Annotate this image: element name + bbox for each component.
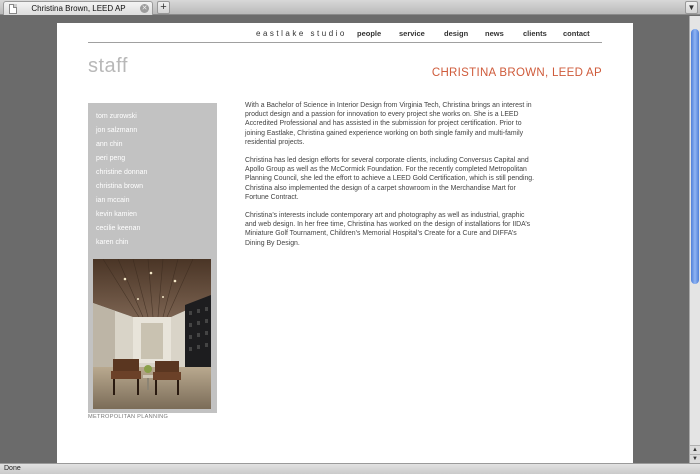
tab-active[interactable]	[3, 1, 153, 15]
staff-link[interactable]: tom zurowski	[96, 113, 137, 120]
project-photo	[93, 259, 211, 409]
nav-link-news[interactable]: news	[485, 29, 504, 38]
web-page	[57, 23, 633, 463]
section-title: staff	[88, 55, 128, 77]
staff-link-active[interactable]: christina brown	[96, 183, 144, 190]
staff-link[interactable]: cecilie keenan	[96, 225, 141, 232]
staff-link[interactable]: jon salzmann	[96, 127, 138, 134]
staff-link[interactable]: kevin kamien	[96, 211, 137, 218]
bio-paragraph: Christina has led design efforts for several corporate clients, including Conversus Capital and Apollo Group as well as the McCormick Foundation. For the recently completed Metropolitan Planning Council, she led the effort to achieve a LEED Gold Certification, which is still pending. Christina also implemented the design of a carpet showroom in the Merchandise Mart for Fortune Contract.	[245, 157, 535, 201]
bio-text	[245, 101, 535, 257]
staff-list	[88, 103, 217, 251]
close-icon[interactable]: ✕	[141, 5, 148, 12]
scrollbar-thumb[interactable]	[691, 29, 699, 284]
top-nav	[57, 23, 602, 43]
staff-link[interactable]: ian mccain	[96, 197, 130, 204]
nav-link-people[interactable]: people	[357, 29, 382, 38]
status-bar: Done	[0, 463, 700, 474]
tab-list-button[interactable]: ▼	[685, 1, 698, 14]
staff-link[interactable]: ann chin	[96, 141, 123, 148]
new-tab-button[interactable]: +	[157, 1, 170, 14]
vertical-scrollbar[interactable]	[689, 16, 700, 463]
interior-photo-image	[93, 259, 211, 409]
photo-caption: METROPOLITAN PLANNING	[88, 414, 169, 420]
brand-logo[interactable]: eastlake studio	[256, 29, 347, 38]
bio-paragraph: Christina’s interests include contemporary art and photography as well as industrial, graphic and web design. In her free time, Christina has worked on the design of installations for IIDA’s Miniature Golf Tournament, Children’s Memorial Hospital’s Create for a Cure and DIFFA’s Dining By Design.	[245, 212, 531, 247]
person-name-heading: CHRISTINA BROWN, LEED AP	[431, 67, 602, 79]
bio-paragraph: With a Bachelor of Science in Interior Design from Virginia Tech, Christina brings an interest in product design and a passion for innovation to every project she works on. She is a LEED Accredited Professional and has assisted in the submission for project certification. Prior to joining Eastlake, Christina gained experience working on both single family and multi-family residential projects.	[245, 102, 532, 146]
document-icon	[9, 4, 17, 14]
staff-link[interactable]: peri peng	[96, 155, 126, 162]
staff-link[interactable]: christine donnan	[96, 169, 148, 176]
nav-link-design[interactable]: design	[444, 29, 469, 38]
nav-link-clients[interactable]: clients	[523, 29, 547, 38]
scroll-down-arrow-icon[interactable]: ▼	[690, 454, 700, 463]
nav-divider	[88, 42, 602, 43]
tab-title: Christina Brown, LEED AP	[31, 4, 126, 13]
nav-link-contact[interactable]: contact	[563, 29, 590, 38]
nav-link-service[interactable]: service	[399, 29, 425, 38]
staff-sidebar	[88, 103, 217, 413]
staff-link[interactable]: karen chin	[96, 239, 129, 246]
tab-bar	[0, 0, 700, 15]
scroll-up-arrow-icon[interactable]: ▲	[690, 445, 700, 454]
